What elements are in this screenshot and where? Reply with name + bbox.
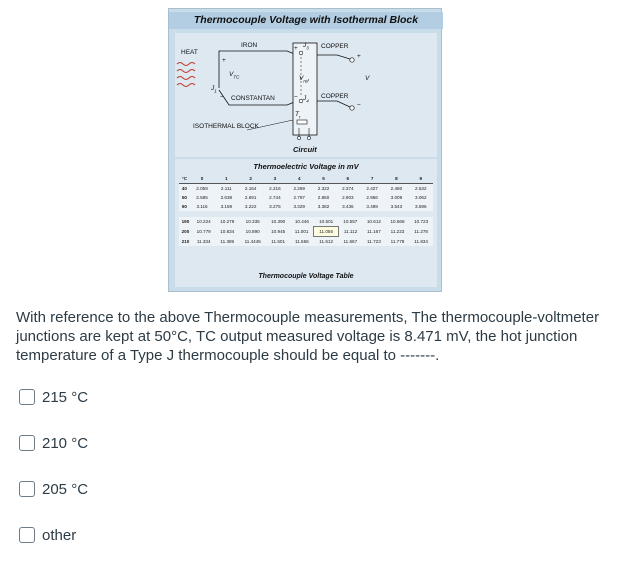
table-caption: Thermocouple Voltage Table xyxy=(258,273,354,280)
table-cell: 10.779 xyxy=(192,227,216,237)
table-cell: 10.446 xyxy=(290,217,314,227)
table-cell: 3.596 xyxy=(409,202,433,211)
table-cell: 11.723 xyxy=(362,237,386,247)
table-cell: 2.797 xyxy=(287,193,311,202)
isothermal-block-label: ISOTHERMAL BLOCK xyxy=(193,123,259,130)
tr-label: $T_r$ xyxy=(295,111,301,120)
table-cell: 2.956 xyxy=(360,193,384,202)
table-cell: 2.269 xyxy=(287,184,311,194)
table-header-row xyxy=(179,174,433,184)
table-cell: 2.322 xyxy=(311,184,335,194)
table-cell: 2.691 xyxy=(238,193,262,202)
table-cell: 10.501 xyxy=(314,217,339,227)
voltage-table-bottom xyxy=(179,217,433,246)
table-title: Thermoelectric Voltage in mV xyxy=(253,162,359,171)
table-cell: 2.164 xyxy=(238,184,262,194)
table-cell: 3.009 xyxy=(384,193,408,202)
copper-bottom-label: COPPER xyxy=(321,93,349,100)
table-cell: 2.427 xyxy=(360,184,384,194)
table-cell: 10.224 xyxy=(192,217,216,227)
table-cell: 10.390 xyxy=(266,217,290,227)
table-cell: 11.334 xyxy=(192,237,216,247)
table-cell: 10.945 xyxy=(266,227,290,237)
header-cell: 8 xyxy=(384,174,408,184)
minus-sign-3: − xyxy=(357,102,361,109)
header-cell: 9 xyxy=(409,174,433,184)
table-cell: 2.585 xyxy=(190,193,214,202)
table-cell: 3.222 xyxy=(238,202,262,211)
voltage-table-top xyxy=(179,174,433,211)
table-cell: 3.169 xyxy=(214,202,238,211)
table-cell: 11.778 xyxy=(386,237,410,247)
option-label: 210 °C xyxy=(42,434,89,452)
table-cell: 10.557 xyxy=(339,217,363,227)
circuit-diagram xyxy=(175,33,437,157)
table-cell: 60 xyxy=(179,202,190,211)
table-cell: 2.850 xyxy=(311,193,335,202)
table-cell: 11.612 xyxy=(314,237,339,247)
table-cell: 2.059 xyxy=(190,184,214,194)
table-cell: 50 xyxy=(179,193,190,202)
table-row xyxy=(179,184,433,194)
table-cell: 11.501 xyxy=(266,237,290,247)
table-cell: 11.278 xyxy=(409,227,433,237)
header-cell: 6 xyxy=(336,174,360,184)
table-cell: 2.480 xyxy=(384,184,408,194)
radio-button[interactable] xyxy=(19,527,35,543)
minus-sign-2: − xyxy=(294,94,298,101)
heat-label: HEAT xyxy=(181,49,198,56)
header-cell: °C xyxy=(179,174,190,184)
table-cell: 11.556 xyxy=(290,237,314,247)
plus-sign-1: + xyxy=(222,57,226,64)
figure-title: Thermocouple Voltage with Isothermal Block xyxy=(169,12,443,29)
table-cell: 200 xyxy=(179,227,192,237)
table-cell: 11.834 xyxy=(409,237,433,247)
table-cell: 11.167 xyxy=(362,227,386,237)
table-cell: 10.890 xyxy=(239,227,266,237)
plus-sign-3: + xyxy=(357,53,361,60)
table-cell: 11.389 xyxy=(215,237,239,247)
table-row xyxy=(179,193,433,202)
v-label: V xyxy=(365,75,370,82)
iron-label: IRON xyxy=(241,42,258,49)
option-label: 205 °C xyxy=(42,480,89,498)
table-cell: 3.116 xyxy=(190,202,214,211)
table-cell: 3.062 xyxy=(409,193,433,202)
table-row xyxy=(179,227,433,237)
header-cell: 5 xyxy=(311,174,335,184)
table-cell: 11.223 xyxy=(386,227,410,237)
table-cell: 11.001 xyxy=(290,227,314,237)
thermocouple-figure xyxy=(168,8,442,292)
question-text: With reference to the above Thermocouple measurements, The thermocouple-voltmeter junctions are kept at 50°C, TC output measured voltage is 8.471 mV, the hot junction temperature of a Type J thermocouple should be equal to -------. xyxy=(16,309,600,364)
option-label: other xyxy=(42,526,77,544)
vref-label: $V_{ref}$ xyxy=(299,75,309,84)
table-cell: 40 xyxy=(179,184,190,194)
table-cell: 3.382 xyxy=(311,202,335,211)
header-cell: 0 xyxy=(190,174,214,184)
table-cell: 2.374 xyxy=(336,184,360,194)
table-cell: 3.489 xyxy=(360,202,384,211)
table-cell: 11.4445 xyxy=(239,237,266,247)
constantan-label: CONSTANTAN xyxy=(231,95,275,102)
table-cell: 10.723 xyxy=(409,217,433,227)
answer-option-215[interactable] xyxy=(19,386,88,408)
table-cell: 10.612 xyxy=(362,217,386,227)
table-row xyxy=(179,237,433,247)
table-cell: 11.112 xyxy=(339,227,363,237)
header-cell: 1 xyxy=(214,174,238,184)
radio-button[interactable] xyxy=(19,389,35,405)
radio-button[interactable] xyxy=(19,481,35,497)
j1-label: $J_1$ xyxy=(211,85,217,94)
answer-option-205[interactable] xyxy=(19,478,88,500)
table-row xyxy=(179,202,433,211)
table-cell: 10.335 xyxy=(239,217,266,227)
table-cell: 2.744 xyxy=(263,193,287,202)
table-cell: 2.903 xyxy=(336,193,360,202)
j3-label: $J_3$ xyxy=(303,42,309,51)
table-cell: 2.532 xyxy=(409,184,433,194)
table-cell: 10.834 xyxy=(215,227,239,237)
table-cell: 210 xyxy=(179,237,192,247)
voltage-table-panel xyxy=(175,159,437,287)
copper-top-label: COPPER xyxy=(321,43,349,50)
table-cell: 10.668 xyxy=(386,217,410,227)
answer-option-210[interactable] xyxy=(19,432,88,454)
highlighted-cell: 11.056 xyxy=(314,227,339,237)
table-cell: 2.216 xyxy=(263,184,287,194)
table-cell: 190 xyxy=(179,217,192,227)
table-cell: 2.638 xyxy=(214,193,238,202)
table-cell: 2.111 xyxy=(214,184,238,194)
table-cell: 11.667 xyxy=(339,237,363,247)
vtc-label: $V_{TC}$ xyxy=(229,71,240,80)
table-cell: 3.543 xyxy=(384,202,408,211)
header-cell: 7 xyxy=(360,174,384,184)
header-cell: 4 xyxy=(287,174,311,184)
header-cell: 3 xyxy=(263,174,287,184)
radio-button[interactable] xyxy=(19,435,35,451)
table-cell: 10.279 xyxy=(215,217,239,227)
table-cell: 3.275 xyxy=(263,202,287,211)
j4-label: $J_4$ xyxy=(303,95,309,104)
circuit-caption: Circuit xyxy=(293,145,317,154)
table-row xyxy=(179,217,433,227)
table-cell: 3.329 xyxy=(287,202,311,211)
table-cell: 3.436 xyxy=(336,202,360,211)
option-label: 215 °C xyxy=(42,388,89,406)
plus-sign-2: + xyxy=(294,45,298,52)
minus-sign-1: − xyxy=(220,94,224,101)
answer-option-other[interactable] xyxy=(19,524,76,546)
header-cell: 2 xyxy=(238,174,262,184)
